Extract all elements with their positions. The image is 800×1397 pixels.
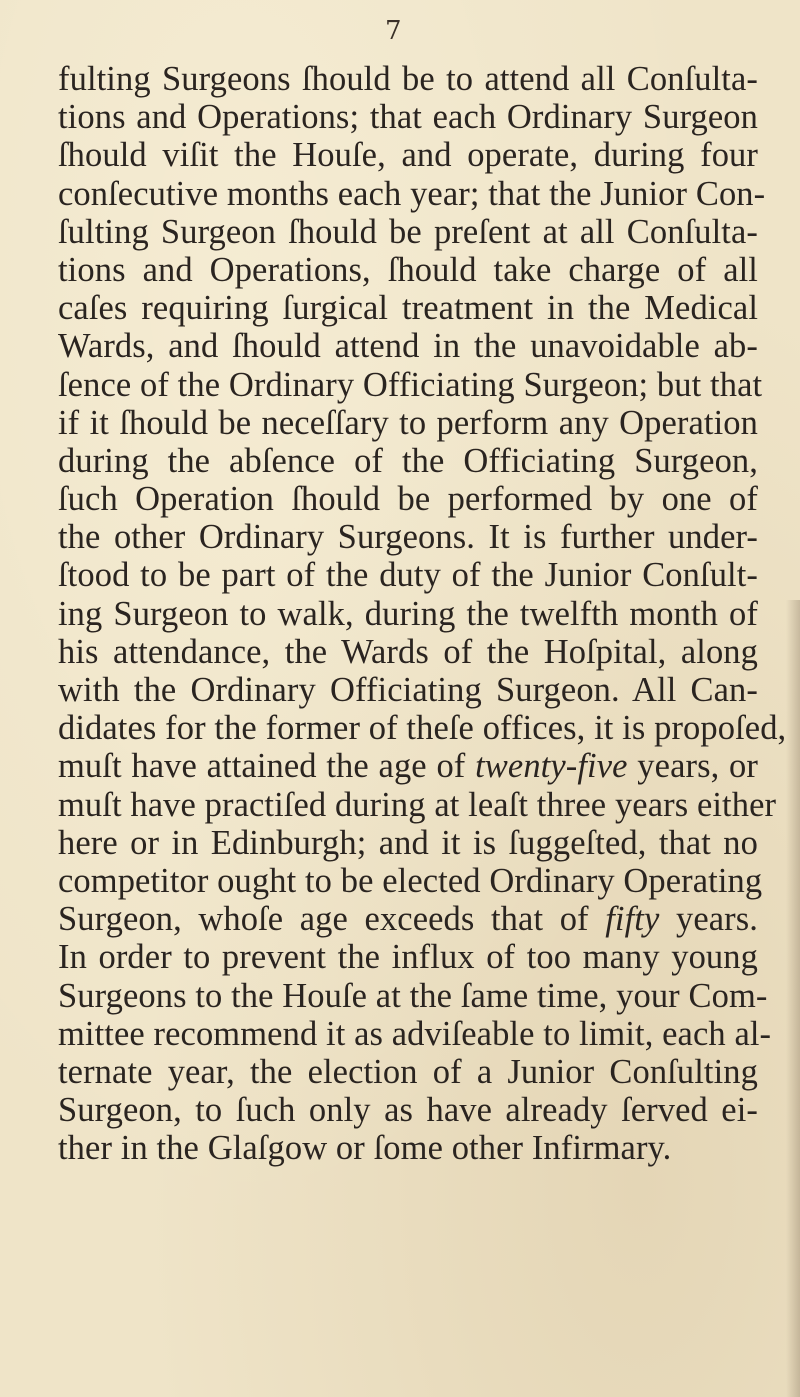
italic-phrase: fifty [605,900,660,939]
body-text [58,60,787,1168]
text-line: muſt have practiſed during at leaſt three years either [58,785,777,824]
text-line: the other Ordinary Surgeons. It is further under- [58,518,758,557]
text-line: ther in the Glaſgow or ſome other Infirmary. [58,1129,672,1168]
text-line: ſuch Operation ſhould be performed by one of [58,480,758,519]
page-edge-shadow [786,600,800,1397]
text-line: caſes requiring ſurgical treatment in the Medical [58,289,758,328]
text-line: tions and Operations, ſhould take charge of all [58,250,758,289]
text-line: Surgeons to the Houſe at the ſame time, your Com- [58,976,768,1015]
text-line: Surgeon, whoſe age exceeds that of fifty years. [58,900,758,939]
text-line: ſulting Surgeon ſhould be preſent at all Conſulta- [58,212,758,251]
text-line: competitor ought to be elected Ordinary Operating [58,861,763,900]
text-line: ternate year, the election of a Junior Conſulting [58,1052,758,1091]
text-line: fulting Surgeons ſhould be to attend all Conſulta- [58,60,758,98]
text-line: ing Surgeon to walk, during the twelfth month of [58,594,758,633]
page-mark: 7 [385,16,402,46]
text-line: ſtood to be part of the duty of the Junior Conſult- [58,556,758,595]
text-line: his attendance, the Wards of the Hoſpital, along [58,632,758,671]
text-line: ſence of the Ordinary Officiating Surgeon; but that [58,365,763,404]
text-line: here or in Edinburgh; and it is ſuggeſted, that no [58,823,758,862]
text-line: In order to prevent the influx of too many young [58,938,758,977]
text-line: Surgeon, to ſuch only as have already ſerved ei- [58,1091,758,1130]
text-line: muſt have attained the age of twenty-five years, or [58,747,758,786]
text-line: if it ſhould be neceſſary to perform any Operation [58,403,758,442]
text-line: Wards, and ſhould attend in the unavoidable ab- [58,327,758,366]
text-line: mittee recommend it as adviſeable to limit, each al- [58,1014,772,1053]
text-line: with the Ordinary Officiating Surgeon. All Can- [58,671,758,709]
italic-phrase: twenty-five [475,747,628,786]
text-line: tions and Operations; that each Ordinary Surgeon [58,98,758,137]
text-line: conſecutive months each year; that the Junior Con- [58,174,766,213]
text-line: ſhould viſit the Houſe, and operate, during four [58,136,758,175]
text-line: during the abſence of the Officiating Surgeon, [58,441,758,480]
text-line: didates for the former of theſe offices, it is propoſed, [58,709,787,748]
